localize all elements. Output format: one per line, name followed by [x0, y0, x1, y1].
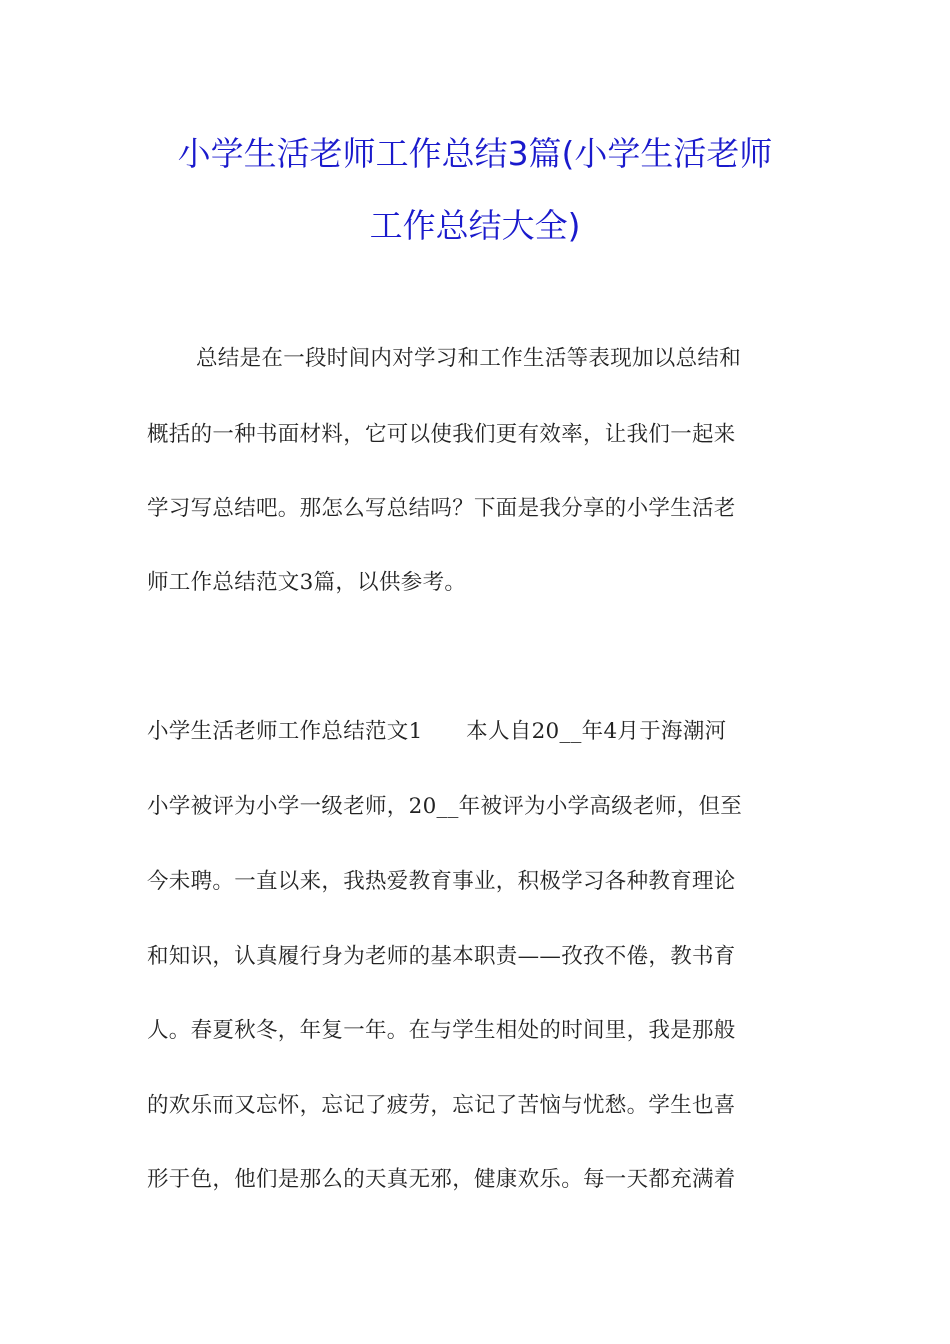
body-line-4: 和知识，认真履行身为老师的基本职责——孜孜不倦，教书育 — [147, 944, 736, 969]
body-line-2: 小学被评为小学一级老师，20__年被评为小学高级老师，但至 — [147, 794, 743, 819]
intro-line-2: 概括的一种书面材料，它可以使我们更有效率，让我们一起来 — [147, 422, 736, 447]
intro-line-1: 总结是在一段时间内对学习和工作生活等表现加以总结和 — [196, 346, 742, 371]
intro-line-3: 学习写总结吧。那怎么写总结吗？下面是我分享的小学生活老 — [147, 496, 736, 521]
body-line-6: 的欢乐而又忘怀，忘记了疲劳，忘记了苦恼与忧愁。学生也喜 — [147, 1093, 736, 1118]
body-line-1: 小学生活老师工作总结范文1 本人自20__年4月于海潮河 — [147, 719, 727, 744]
body-line-5: 人。春夏秋冬，年复一年。在与学生相处的时间里，我是那般 — [147, 1018, 736, 1043]
document-title-line-2: 工作总结大全) — [369, 206, 581, 245]
document-title-line-1: 小学生活老师工作总结3篇(小学生活老师 — [177, 134, 773, 173]
intro-line-4: 师工作总结范文3篇，以供参考。 — [147, 570, 467, 595]
body-line-3: 今未聘。一直以来，我热爱教育事业，积极学习各种教育理论 — [147, 869, 736, 894]
body-line-7: 形于色，他们是那么的天真无邪，健康欢乐。每一天都充满着 — [147, 1167, 736, 1192]
